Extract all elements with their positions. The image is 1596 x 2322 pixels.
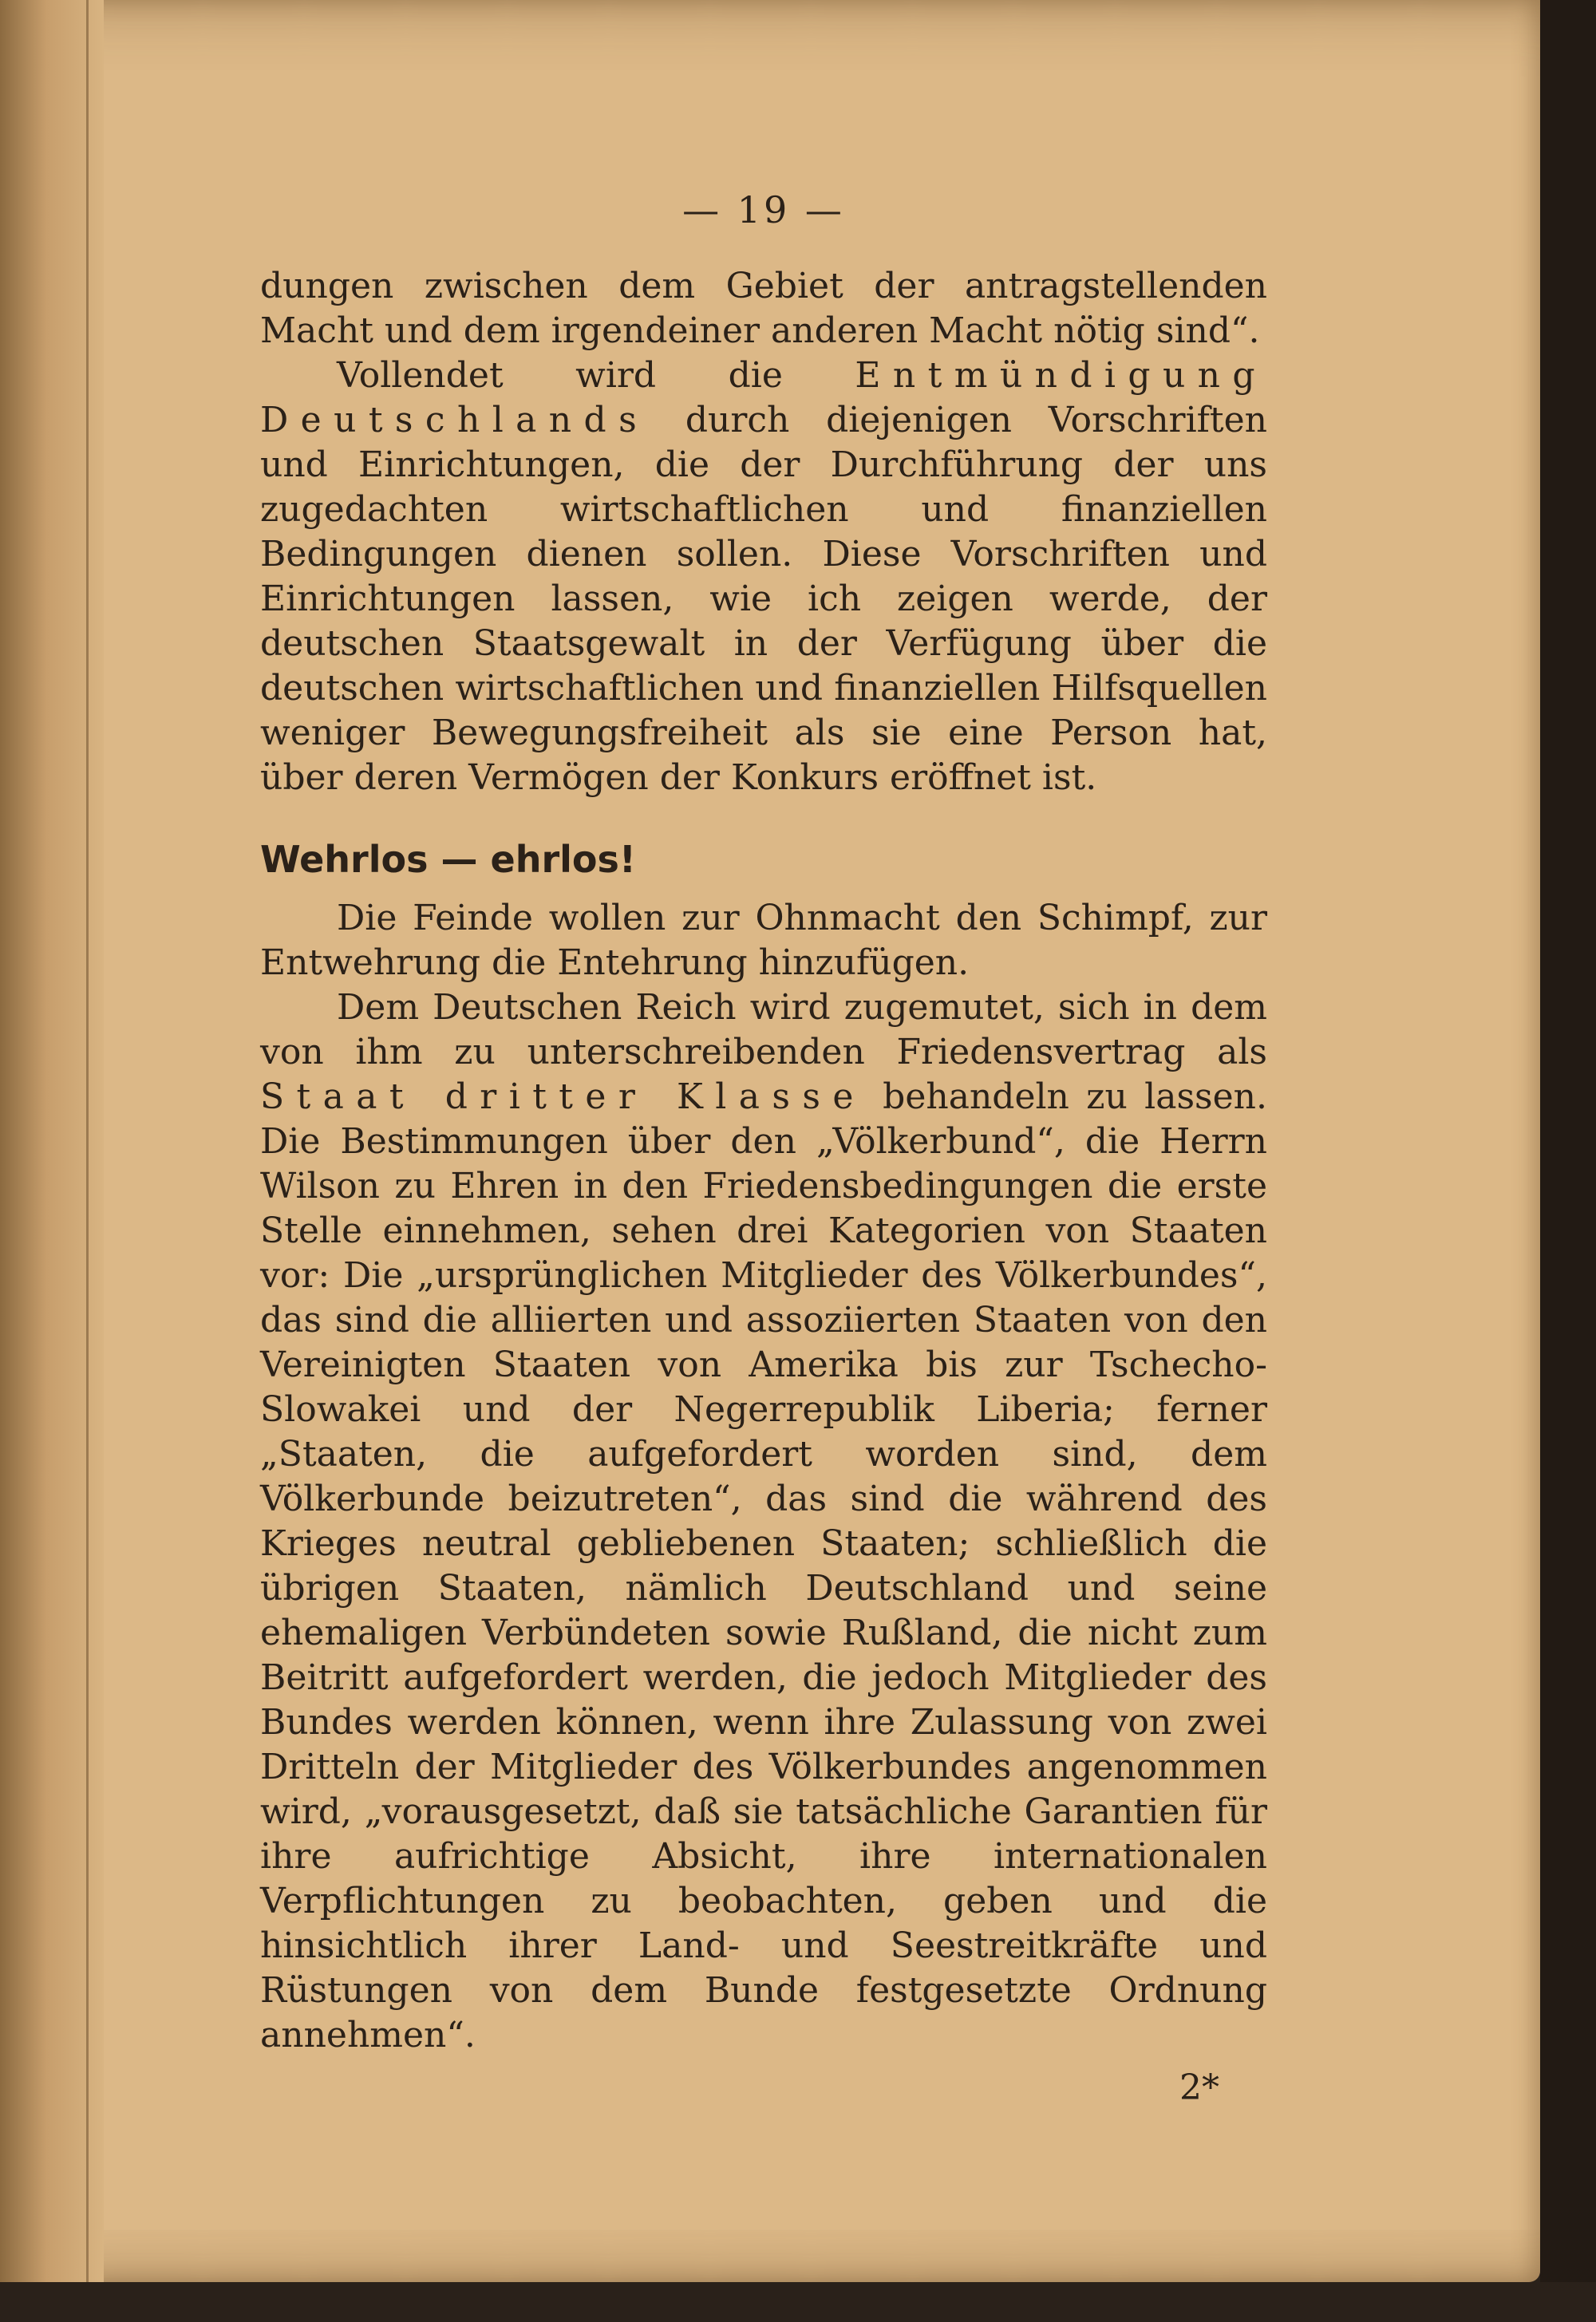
background-edge-bottom bbox=[0, 2282, 1596, 2322]
paragraph-entmuendigung bbox=[260, 353, 1267, 800]
paragraph-text: Vollendet wird die bbox=[337, 355, 855, 396]
section-heading: Wehrlos — ehrlos! bbox=[260, 838, 636, 881]
emphasis-text: Entmündigung Deutschlands bbox=[260, 355, 1267, 440]
paragraph-voelkerbund bbox=[260, 985, 1267, 2058]
background-edge-right bbox=[1540, 0, 1596, 2322]
paragraph-text: durch diejenigen Vorschriften und Einrichtungen, die der Durchführung der uns zugedachten wirtschaftlichen und finanziellen Bedingungen dienen sollen. Diese Vorschriften und Einrichtungen lassen, wie ich zeigen werde, der deutschen Staatsgewalt in der Verfügung über die deutschen wirtschaftlichen und finanziellen Hilfsquellen weniger Bewegungsfreiheit als sie eine Person hat, über deren Vermögen der Konkurs eröffnet ist. bbox=[260, 400, 1267, 798]
page-number: — 19 — bbox=[682, 188, 845, 231]
paragraph-text: behandeln zu lassen. Die Bestimmungen über den „Völkerbund“, die Herrn Wilson zu Ehren in den Friedensbedingungen die erste Stelle einnehmen, sehen drei Kategorien von Staaten vor: Die „ursprünglichen Mitglieder des Völkerbundes“, das sind die alliierten und assoziierten Staaten von den Vereinigten Staaten von Amerika bis zur Tschecho-Slowakei und der Negerrepublik Liberia; ferner „Staaten, die aufgefordert worden sind, dem Völkerbunde beizutreten“, das sind die während des Krieges neutral gebliebenen Staaten; schließlich die übrigen Staaten, nämlich Deutschland und seine ehemaligen Verbündeten sowie Rußland, die nicht zum Beitritt aufgefordert werden, die jedoch Mitglieder des Bundes werden können, wenn ihre Zulassung von zwei Dritteln der Mitglieder des Völkerbundes angenommen wird, „vorausgesetzt, daß sie tatsächliche Garantien für ihre aufrichtige Absicht, ihre internationalen Verpflichtungen zu beobachten, geben und die hinsichtlich ihrer Land- und Seestreitkräfte und Rüstungen von dem Bunde festgesetzte Ordnung annehmen“. bbox=[260, 1076, 1267, 2055]
paragraph-continuation: dungen zwischen dem Gebiet der antragstellenden Macht und dem irgendeiner anderen Macht nötig sind“. bbox=[260, 266, 1267, 351]
spine-fold bbox=[86, 0, 89, 2282]
text-block bbox=[260, 188, 1267, 2111]
paragraph-text: Dem Deutschen Reich wird zugemutet, sich in dem von ihm zu unterschreibenden Friedensvertrag als bbox=[260, 987, 1267, 1072]
emphasis-text: Staat dritter Klasse bbox=[260, 1076, 866, 1117]
signature-mark: 2* bbox=[1179, 2067, 1219, 2108]
paragraph-feinde: Die Feinde wollen zur Ohnmacht den Schimpf, zur Entwehrung die Entehrung hinzufügen. bbox=[260, 898, 1267, 983]
